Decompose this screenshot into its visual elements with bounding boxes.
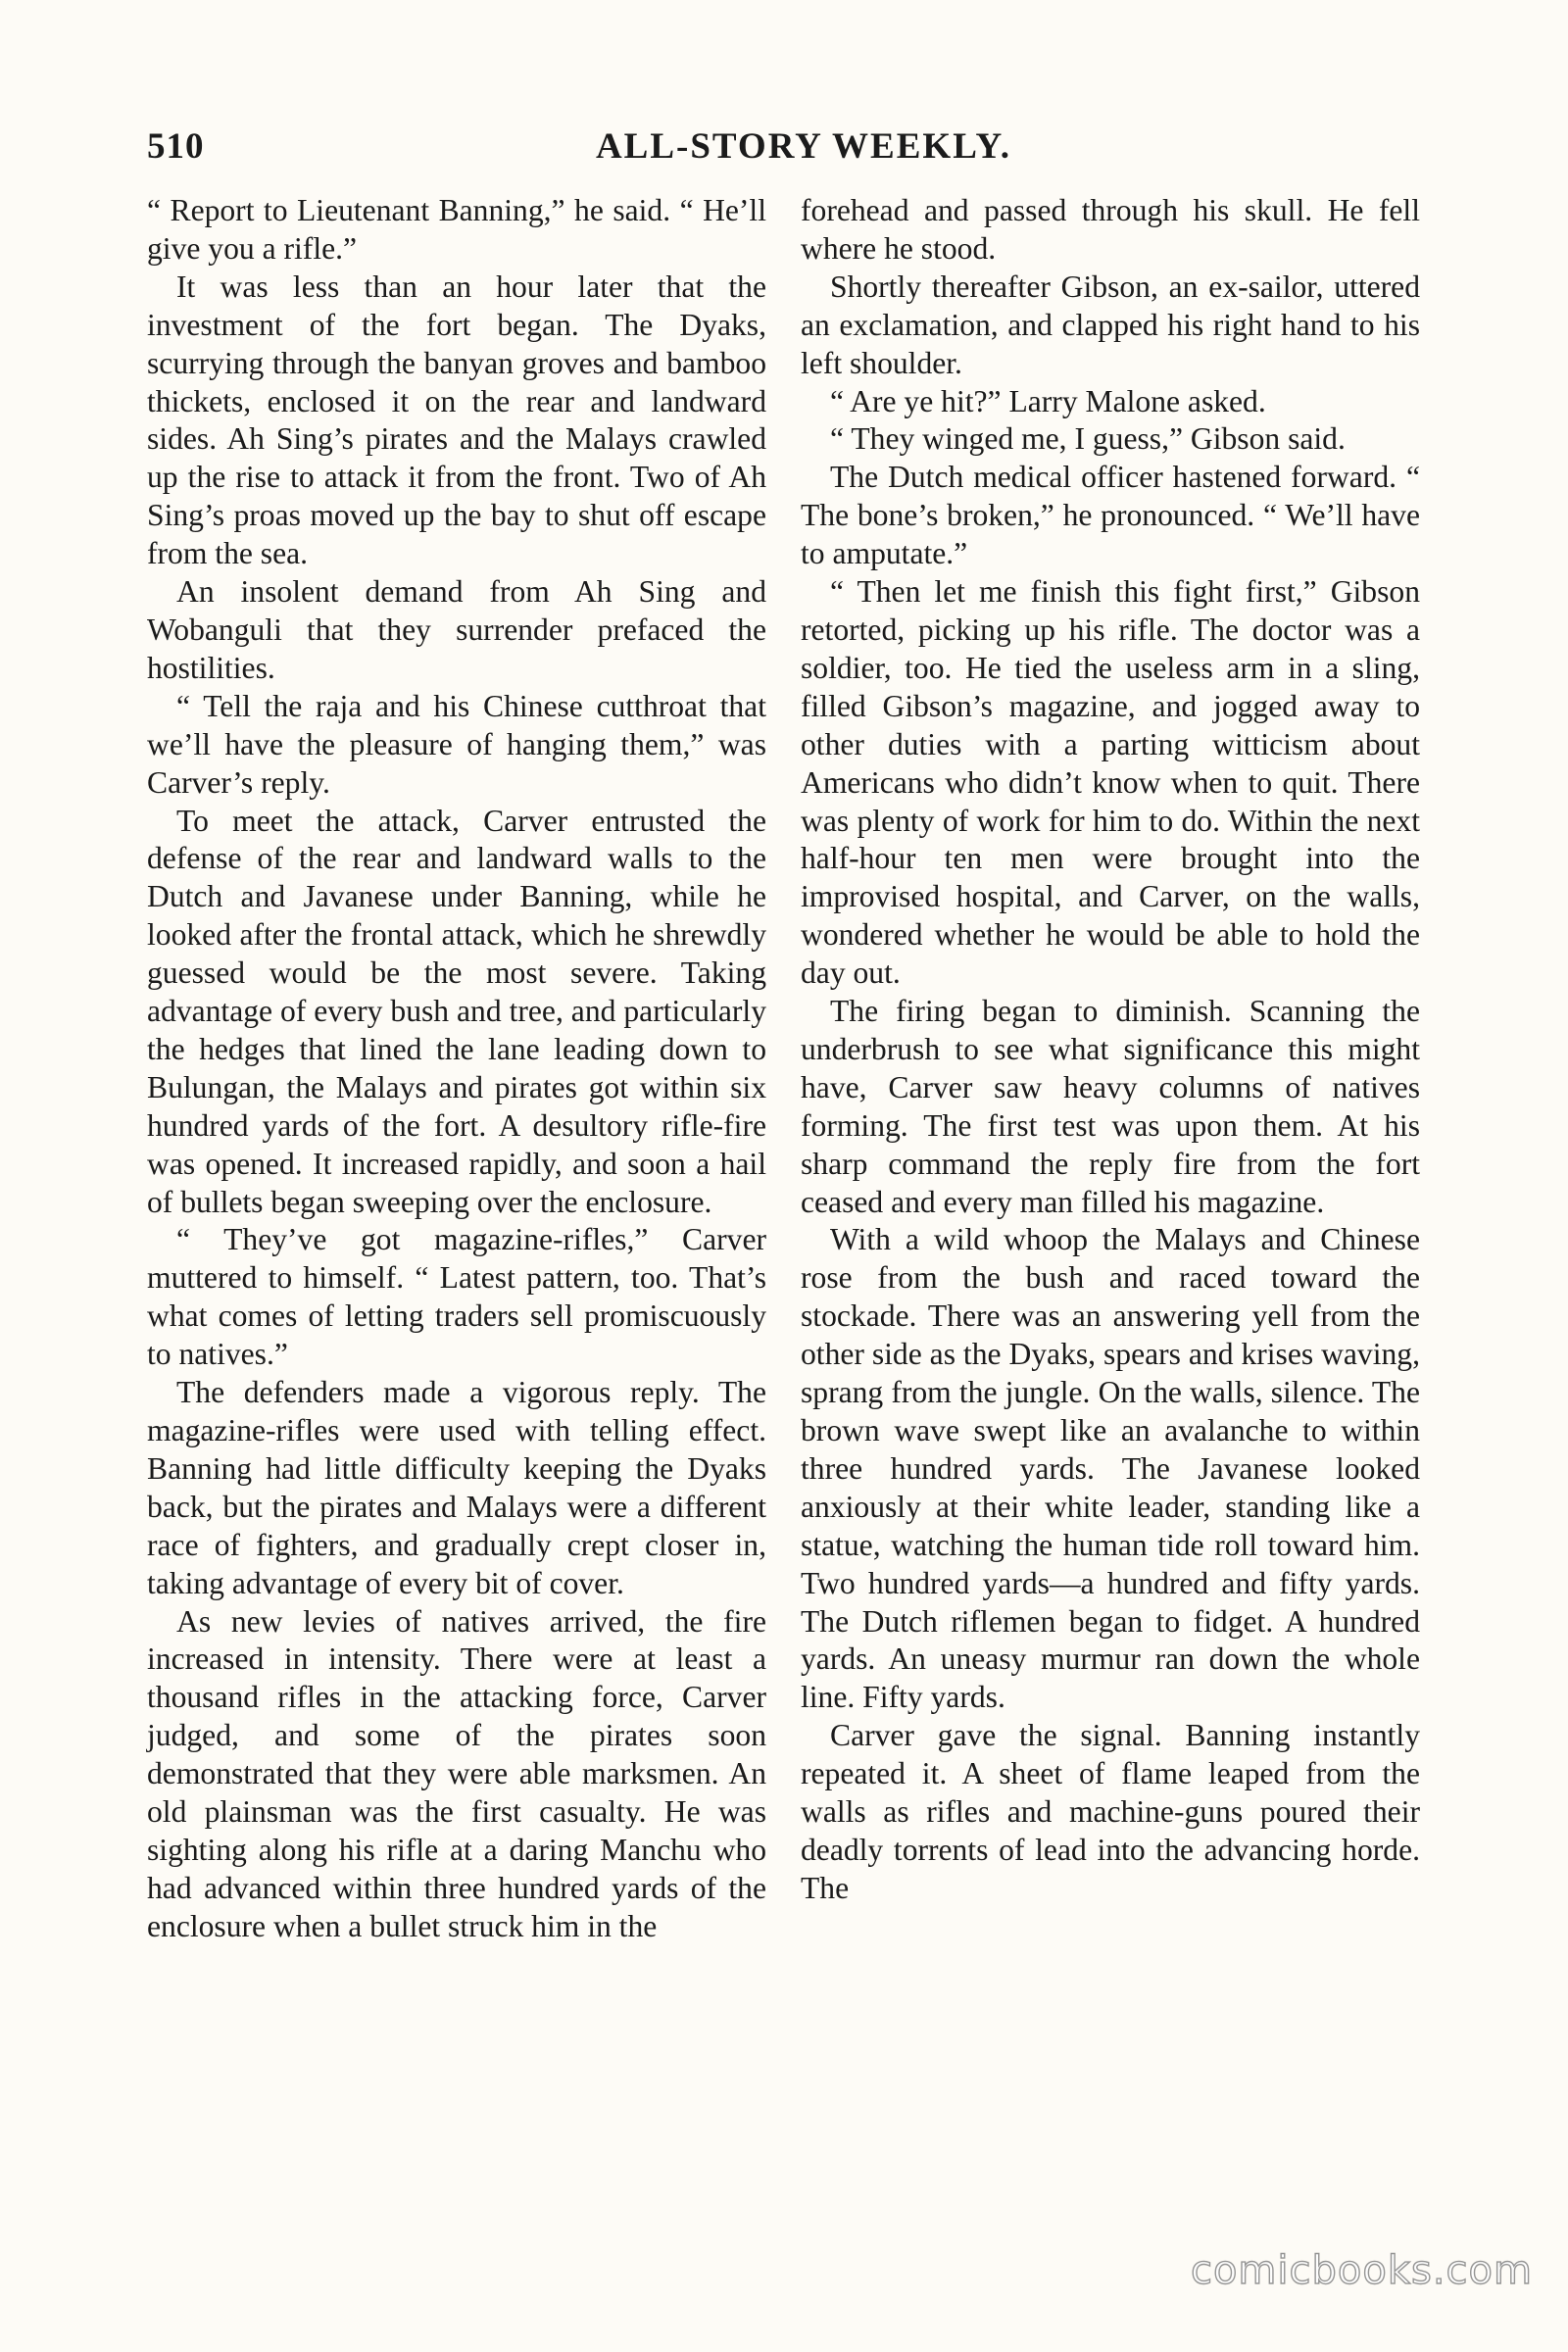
right-column xyxy=(801,192,1420,1908)
paragraph: “ Are ye hit?” Larry Malone asked. xyxy=(830,383,1266,418)
paragraph: With a wild whoop the Malays and Chinese rose from the bush and raced toward the stockade. There was an answering yell from the other side as the Dyaks, spears and krises waving, sprang from the jungle. On the walls, silence. The brown wave swept like an avalanche to within three hundred yards. The Javanese looked anxiously at their white leader, standing like a statue, watching the human tide roll toward him. Two hundred yards—a hundred and fifty yards. The Dutch riflemen began to fidget. A hundred yards. An uneasy murmur ran down the whole line. Fifty yards. xyxy=(801,1222,1420,1715)
paragraph: “ Then let me finish this fight first,” Gibson retorted, picking up his rifle. The doctor was a soldier, too. He tied the useless arm in a sling, filled Gibson’s magazine, and jogged away to other duties with a parting witticism about Americans who didn’t know when to quit. There was plenty of work for him to do. Within the next half-hour ten men were brought into the improvised hospital, and Carver, on the walls, wondered whether he would be able to hold the day out. xyxy=(801,574,1420,991)
paragraph: As new levies of natives arrived, the fire increased in intensity. There were at least a thousand rifles in the attacking force, Carver judged, and some of the pirates soon demonstrated that they were able marksmen. An old plainsman was the first casualty. He was sighting along his rifle at a daring Manchu who had advanced within three hundred yards of the enclosure when a bullet struck him in the xyxy=(147,1603,766,1943)
paragraph: The defenders made a vigorous reply. The magazine-rifles were used with telling effect. Banning had little difficulty keeping the Dyaks back, but the pirates and Malays were a different race of fighters, and gradually crept closer in, taking advantage of every bit of cover. xyxy=(147,1375,766,1600)
watermark: comicbooks.com xyxy=(1190,2248,1533,2293)
paragraph: “ Report to Lieutenant Banning,” he said. “ He’ll give you a rifle.” xyxy=(147,193,766,266)
running-head: ALL-STORY WEEKLY. xyxy=(595,126,1012,167)
page-number: 510 xyxy=(147,126,205,167)
paragraph: To meet the attack, Carver entrusted the defense of the rear and landward walls to the Dutch and Javanese under Banning, while he looked after the frontal attack, which he shrewdly guessed would be the most severe. Taking advantage of every bush and tree, and particularly the hedges that lined the lane leading down to Bulungan, the Malays and pirates got within six hundred yards of the fort. A desultory rifle-fire was opened. It increased rapidly, and soon a hail of bullets began sweeping over the enclosure. xyxy=(147,803,766,1219)
paragraph: “ They winged me, I guess,” Gibson said. xyxy=(830,421,1346,457)
paragraph: It was less than an hour later that the investment of the fort began. The Dyaks, scurrying through the banyan groves and bamboo thickets, enclosed it on the rear and landward sides. Ah Sing’s pirates and the Malays crawled up the rise to attack it from the front. Two of Ah Sing’s proas moved up the bay to shut off escape from the sea. xyxy=(147,269,766,571)
paragraph: Carver gave the signal. Banning instantly repeated it. A sheet of flame leaped from the walls as rifles and machine-guns poured their deadly torrents of lead into the advancing horde. The xyxy=(801,1718,1420,1905)
paragraph: An insolent demand from Ah Sing and Wobanguli that they surrender prefaced the hostilities. xyxy=(147,574,766,685)
paragraph: The firing began to diminish. Scanning the underbrush to see what significance this might have, Carver saw heavy columns of natives forming. The first test was upon them. At his sharp command the reply fire from the fort ceased and every man filled his magazine. xyxy=(801,994,1420,1219)
paragraph: The Dutch medical officer hastened forward. “ The bone’s broken,” he pronounced. “ We’ll have to amputate.” xyxy=(801,460,1420,571)
paragraph: Shortly thereafter Gibson, an ex-sailor, uttered an exclamation, and clapped his right hand to his left shoulder. xyxy=(801,269,1420,380)
paragraph: “ They’ve got magazine-rifles,” Carver muttered to himself. “ Latest pattern, too. That’s what comes of letting traders sell promiscuously to natives.” xyxy=(147,1222,766,1372)
left-column xyxy=(147,192,766,1946)
paragraph: “ Tell the raja and his Chinese cutthroat that we’ll have the pleasure of hanging them,” was Carver’s reply. xyxy=(147,688,766,800)
paragraph: forehead and passed through his skull. He fell where he stood. xyxy=(801,193,1420,266)
